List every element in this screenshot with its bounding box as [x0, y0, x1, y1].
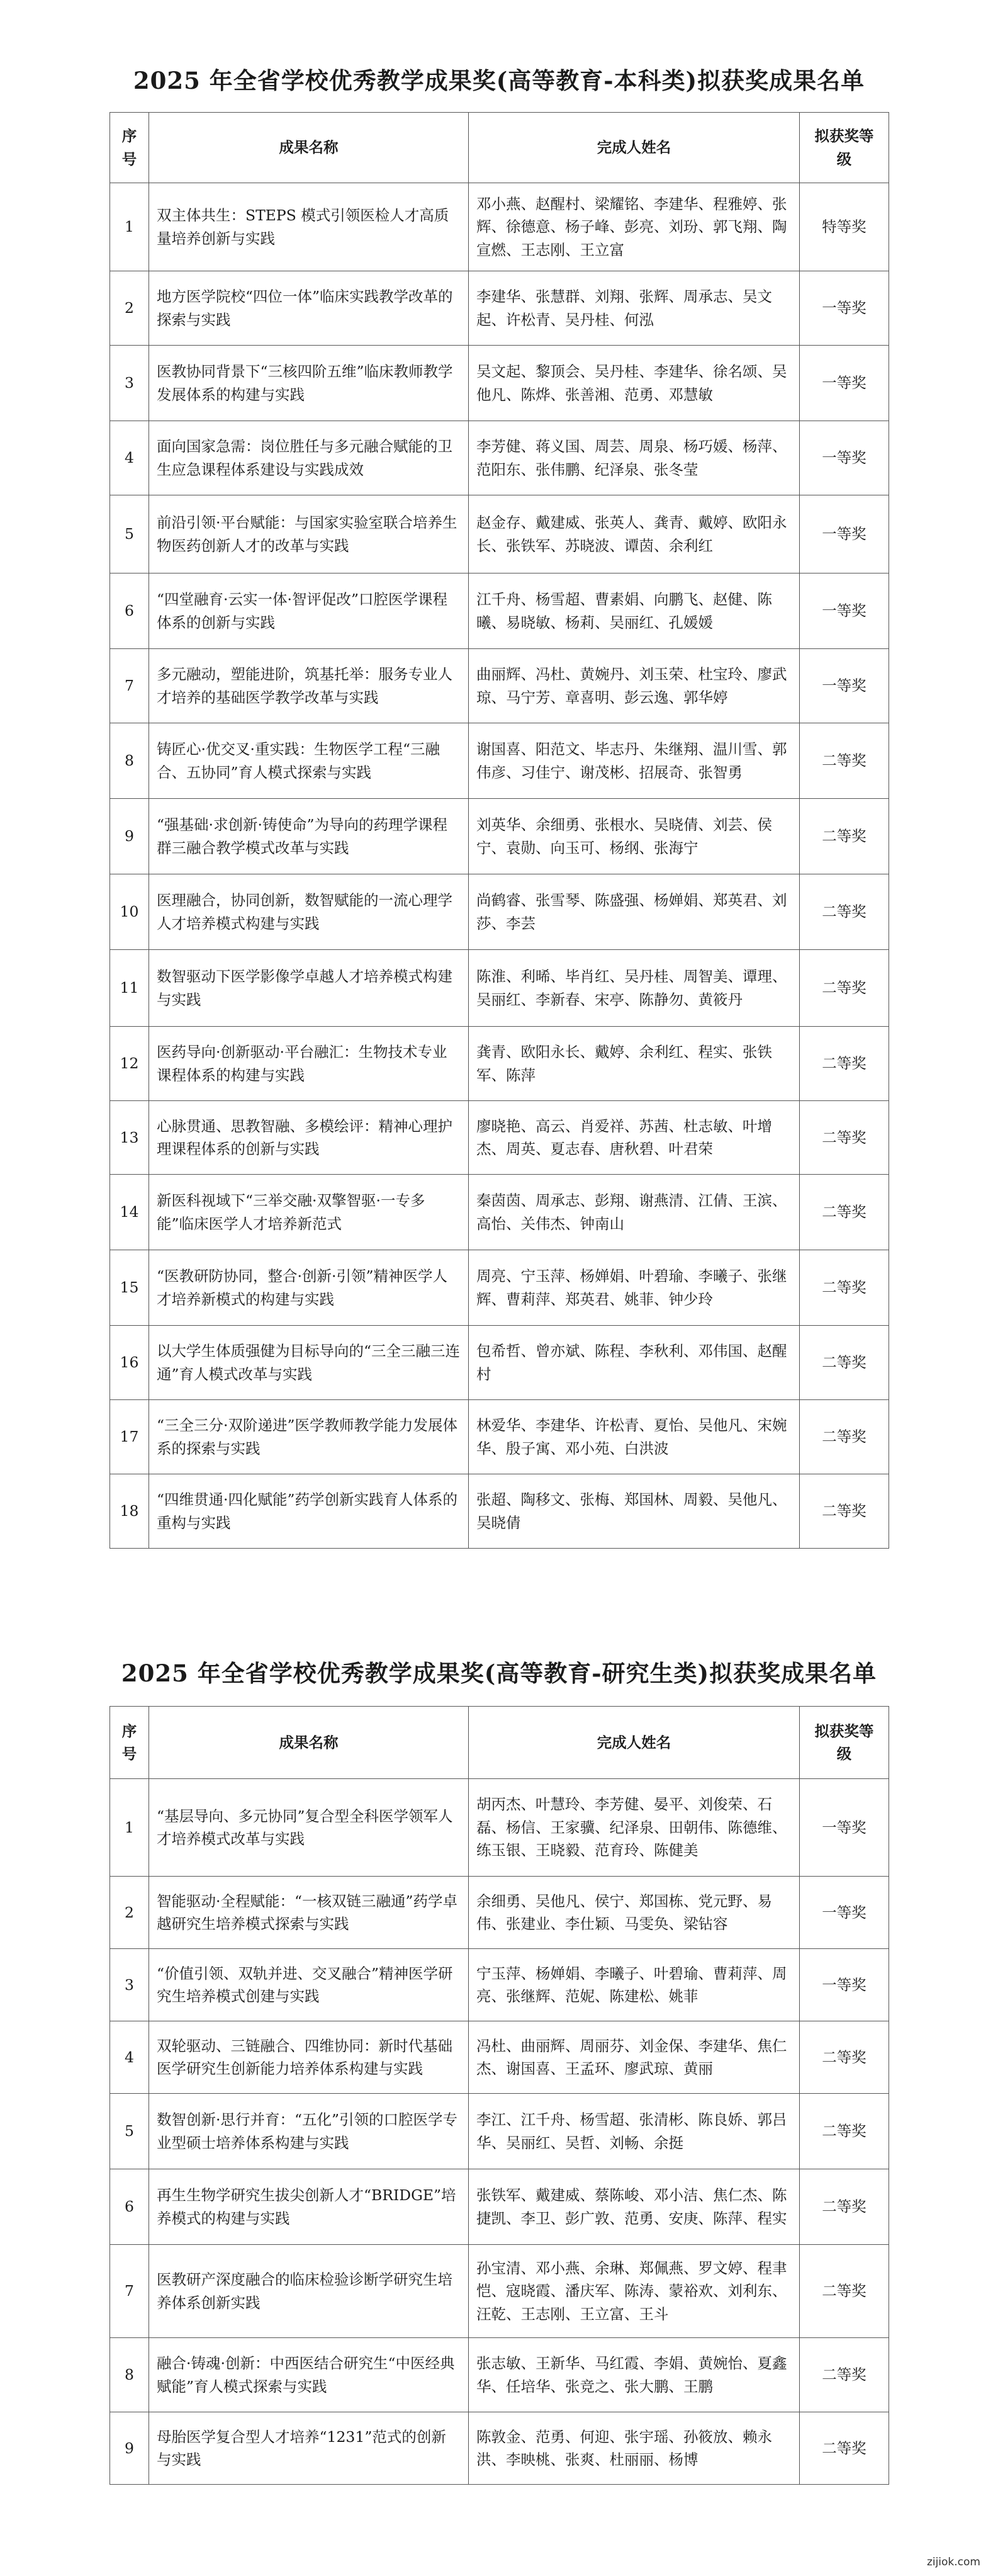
- row-number: 5: [110, 2094, 149, 2169]
- row-number: 16: [110, 1326, 149, 1400]
- achievement-name: 医理融合，协同创新，数智赋能的一流心理学人才培养模式构建与实践: [149, 874, 469, 950]
- award-level: 一等奖: [800, 1877, 889, 1949]
- row-number: 2: [110, 1877, 149, 1949]
- achievement-name: 双主体共生：STEPS 模式引领医检人才高质量培养创新与实践: [149, 183, 469, 271]
- completers: 谢国喜、阳范文、毕志丹、朱继翔、温川雪、郭伟彦、习佳宁、谢茂彬、招展奇、张智勇: [469, 723, 800, 799]
- achievement-name: 数智驱动下医学影像学卓越人才培养模式构建与实践: [149, 950, 469, 1027]
- row-number: 4: [110, 2021, 149, 2094]
- achievement-name: “四维贯通·四化赋能”药学创新实践育人体系的重构与实践: [149, 1474, 469, 1549]
- page-title-grad: 2025 年全省学校优秀教学成果奖(高等教育-研究生类)拟获奖成果名单: [121, 1659, 877, 1687]
- table-row: [110, 874, 889, 950]
- table-row: [110, 183, 889, 271]
- completers: 刘英华、余细勇、张根水、吴晓倩、刘芸、侯宁、袁勋、向玉可、杨纲、张海宁: [469, 799, 800, 874]
- row-number: 11: [110, 950, 149, 1027]
- award-level: 二等奖: [800, 723, 889, 799]
- header-no: 序号: [110, 1707, 149, 1779]
- award-level: 二等奖: [800, 799, 889, 874]
- header-people: 完成人姓名: [469, 113, 800, 183]
- row-number: 9: [110, 2412, 149, 2485]
- award-level: 二等奖: [800, 874, 889, 950]
- completers: 张铁军、戴建威、蔡陈峻、邓小洁、焦仁杰、陈捷凯、李卫、彭广敦、范勇、安庚、陈萍、程实: [469, 2169, 800, 2245]
- completers: 赵金存、戴建威、张英人、龚青、戴婷、欧阳永长、张铁军、苏晓波、谭茵、余利红: [469, 495, 800, 573]
- achievement-name: 以大学生体质强健为目标导向的“三全三融三连通”育人模式改革与实践: [149, 1326, 469, 1400]
- table-row: [110, 649, 889, 723]
- table-row: [110, 2021, 889, 2094]
- watermark: zijiok.com: [926, 2556, 980, 2568]
- award-level: 二等奖: [800, 2169, 889, 2245]
- completers: 余细勇、吴他凡、侯宁、郑国栋、党元野、易伟、张建业、李仕颖、马雯奂、梁钻容: [469, 1877, 800, 1949]
- table-row: [110, 271, 889, 346]
- table-row: [110, 1877, 889, 1949]
- table-row: [110, 799, 889, 874]
- row-number: 18: [110, 1474, 149, 1549]
- row-number: 13: [110, 1101, 149, 1175]
- achievement-name: 医教协同背景下“三核四阶五维”临床教师教学发展体系的构建与实践: [149, 346, 469, 421]
- award-level: 二等奖: [800, 1101, 889, 1175]
- completers: 江千舟、杨雪超、曹素娟、向鹏飞、赵健、陈曦、易晓敏、杨莉、吴丽红、孔媛媛: [469, 573, 800, 649]
- achievement-name: “四堂融育·云实一体·智评促改”口腔医学课程体系的创新与实践: [149, 573, 469, 649]
- completers: 陈敦金、范勇、何迎、张宇瑶、孙筱放、赖永洪、李映桃、张爽、杜丽丽、杨博: [469, 2412, 800, 2485]
- header-level: 拟获奖等级: [800, 1707, 889, 1779]
- grad-awards-table: [109, 1706, 889, 2485]
- award-level: 二等奖: [800, 1250, 889, 1326]
- achievement-name: “价值引领、双轨并进、交叉融合”精神医学研究生培养模式创建与实践: [149, 1949, 469, 2021]
- row-number: 14: [110, 1175, 149, 1250]
- row-number: 8: [110, 723, 149, 799]
- header-name: 成果名称: [149, 1707, 469, 1779]
- award-level: 二等奖: [800, 2094, 889, 2169]
- header-level: 拟获奖等级: [800, 113, 889, 183]
- undergrad-awards-table: [109, 112, 889, 1549]
- achievement-name: “基层导向、多元协同”复合型全科医学领军人才培养模式改革与实践: [149, 1779, 469, 1877]
- completers: 邓小燕、赵醒村、梁耀铭、李建华、程雅婷、张辉、徐德意、杨子峰、彭亮、刘玢、郭飞翔、陶宣燃、王志刚、王立富: [469, 183, 800, 271]
- award-level: 二等奖: [800, 1400, 889, 1474]
- completers: 尚鹤睿、张雪琴、陈盛强、杨婵娟、郑英君、刘莎、李芸: [469, 874, 800, 950]
- award-level: 一等奖: [800, 421, 889, 495]
- completers: 龚青、欧阳永长、戴婷、余利红、程实、张铁军、陈萍: [469, 1027, 800, 1101]
- table-row: [110, 1175, 889, 1250]
- table-row: [110, 1250, 889, 1326]
- achievement-name: 新医科视域下“三举交融·双擎智驱·一专多能”临床医学人才培养新范式: [149, 1175, 469, 1250]
- table-row: [110, 1949, 889, 2021]
- row-number: 4: [110, 421, 149, 495]
- award-level: 二等奖: [800, 1474, 889, 1549]
- table-header-row: [110, 113, 889, 183]
- award-level: 二等奖: [800, 2412, 889, 2485]
- completers: 周亮、宁玉萍、杨婵娟、叶碧瑜、李曦子、张继辉、曹莉萍、郑英君、姚菲、钟少玲: [469, 1250, 800, 1326]
- table-row: [110, 2338, 889, 2412]
- achievement-name: 数智创新·思行并育：“五化”引领的口腔医学专业型硕士培养体系构建与实践: [149, 2094, 469, 2169]
- table-row: [110, 723, 889, 799]
- row-number: 1: [110, 1779, 149, 1877]
- table-row: [110, 1400, 889, 1474]
- completers: 张志敏、王新华、马红霞、李娟、黄婉怡、夏鑫华、任培华、张竞之、张大鹏、王鹏: [469, 2338, 800, 2412]
- achievement-name: 母胎医学复合型人才培养“1231”范式的创新与实践: [149, 2412, 469, 2485]
- achievement-name: 智能驱动·全程赋能：“一核双链三融通”药学卓越研究生培养模式探索与实践: [149, 1877, 469, 1949]
- achievement-name: 面向国家急需：岗位胜任与多元融合赋能的卫生应急课程体系建设与实践成效: [149, 421, 469, 495]
- completers: 林爱华、李建华、许松青、夏怡、吴他凡、宋婉华、殷子寓、邓小苑、白洪波: [469, 1400, 800, 1474]
- table-row: [110, 2169, 889, 2245]
- achievement-name: 多元融动，塑能进阶，筑基托举：服务专业人才培养的基础医学教学改革与实践: [149, 649, 469, 723]
- completers: 张超、陶移文、张梅、郑国林、周毅、吴他凡、吴晓倩: [469, 1474, 800, 1549]
- row-number: 7: [110, 2245, 149, 2338]
- row-number: 12: [110, 1027, 149, 1101]
- completers: 廖晓艳、高云、肖爱祥、苏茜、杜志敏、叶增杰、周英、夏志春、唐秋碧、叶君荣: [469, 1101, 800, 1175]
- row-number: 3: [110, 1949, 149, 2021]
- table-row: [110, 2094, 889, 2169]
- row-number: 1: [110, 183, 149, 271]
- achievement-name: “三全三分·双阶递进”医学教师教学能力发展体系的探索与实践: [149, 1400, 469, 1474]
- award-level: 一等奖: [800, 1779, 889, 1877]
- award-level: 特等奖: [800, 183, 889, 271]
- table-row: [110, 421, 889, 495]
- row-number: 17: [110, 1400, 149, 1474]
- row-number: 6: [110, 2169, 149, 2245]
- award-level: 二等奖: [800, 1175, 889, 1250]
- table-row: [110, 2245, 889, 2338]
- achievement-name: 双轮驱动、三链融合、四维协同：新时代基础医学研究生创新能力培养体系构建与实践: [149, 2021, 469, 2094]
- table-row: [110, 1027, 889, 1101]
- award-level: 一等奖: [800, 495, 889, 573]
- award-level: 一等奖: [800, 573, 889, 649]
- achievement-name: 前沿引领·平台赋能：与国家实验室联合培养生物医药创新人才的改革与实践: [149, 495, 469, 573]
- row-number: 6: [110, 573, 149, 649]
- table-row: [110, 1101, 889, 1175]
- completers: 宁玉萍、杨婵娟、李曦子、叶碧瑜、曹莉萍、周亮、张继辉、范妮、陈建松、姚菲: [469, 1949, 800, 2021]
- achievement-name: 融合·铸魂·创新：中西医结合研究生“中医经典赋能”育人模式探索与实践: [149, 2338, 469, 2412]
- completers: 曲丽辉、冯杜、黄婉丹、刘玉荣、杜宝玲、廖武琼、马宁芳、章喜明、彭云逸、郭华婷: [469, 649, 800, 723]
- award-level: 二等奖: [800, 2338, 889, 2412]
- completers: 冯杜、曲丽辉、周丽芬、刘金保、李建华、焦仁杰、谢国喜、王孟环、廖武琼、黄丽: [469, 2021, 800, 2094]
- header-people: 完成人姓名: [469, 1707, 800, 1779]
- table-row: [110, 573, 889, 649]
- table-row: [110, 1474, 889, 1549]
- row-number: 3: [110, 346, 149, 421]
- completers: 胡丙杰、叶慧玲、李芳健、晏平、刘俊荣、石磊、杨信、王家骥、纪泽泉、田朝伟、陈德维、练玉银、王晓毅、范育玲、陈健美: [469, 1779, 800, 1877]
- table-row: [110, 950, 889, 1027]
- achievement-name: “强基础·求创新·铸使命”为导向的药理学课程群三融合教学模式改革与实践: [149, 799, 469, 874]
- row-number: 7: [110, 649, 149, 723]
- completers: 李建华、张慧群、刘翔、张辉、周承志、吴文起、许松青、吴丹桂、何泓: [469, 271, 800, 346]
- completers: 陈淮、利晞、毕肖红、吴丹桂、周智美、谭理、吴丽红、李新春、宋亭、陈静勿、黄筱丹: [469, 950, 800, 1027]
- table-row: [110, 346, 889, 421]
- page-title-undergrad: 2025 年全省学校优秀教学成果奖(高等教育-本科类)拟获奖成果名单: [133, 67, 865, 94]
- table-row: [110, 495, 889, 573]
- completers: 李芳健、蒋义国、周芸、周泉、杨巧媛、杨萍、范阳东、张伟鹏、纪泽泉、张冬莹: [469, 421, 800, 495]
- table-row: [110, 1779, 889, 1877]
- award-level: 二等奖: [800, 1326, 889, 1400]
- completers: 秦茵茵、周承志、彭翔、谢燕清、江倩、王滨、高怡、关伟杰、钟南山: [469, 1175, 800, 1250]
- row-number: 15: [110, 1250, 149, 1326]
- completers: 包希哲、曾亦斌、陈程、李秋利、邓伟国、赵醒村: [469, 1326, 800, 1400]
- award-level: 二等奖: [800, 950, 889, 1027]
- table-row: [110, 2412, 889, 2485]
- row-number: 8: [110, 2338, 149, 2412]
- achievement-name: 铸匠心·优交叉·重实践：生物医学工程“三融合、五协同”育人模式探索与实践: [149, 723, 469, 799]
- award-level: 一等奖: [800, 271, 889, 346]
- achievement-name: “医教研防协同，整合·创新·引领”精神医学人才培养新模式的构建与实践: [149, 1250, 469, 1326]
- award-level: 二等奖: [800, 2245, 889, 2338]
- header-no: 序号: [110, 113, 149, 183]
- row-number: 10: [110, 874, 149, 950]
- table-header-row: [110, 1707, 889, 1779]
- row-number: 2: [110, 271, 149, 346]
- award-level: 二等奖: [800, 1027, 889, 1101]
- award-level: 二等奖: [800, 2021, 889, 2094]
- achievement-name: 地方医学院校“四位一体”临床实践教学改革的探索与实践: [149, 271, 469, 346]
- award-level: 一等奖: [800, 649, 889, 723]
- achievement-name: 医药导向·创新驱动·平台融汇：生物技术专业课程体系的构建与实践: [149, 1027, 469, 1101]
- award-level: 一等奖: [800, 346, 889, 421]
- achievement-name: 心脉贯通、思教智融、多模绘评：精神心理护理课程体系的创新与实践: [149, 1101, 469, 1175]
- award-level: 一等奖: [800, 1949, 889, 2021]
- header-name: 成果名称: [149, 113, 469, 183]
- table-row: [110, 1326, 889, 1400]
- row-number: 9: [110, 799, 149, 874]
- completers: 孙宝清、邓小燕、余琳、郑佩燕、罗文婷、程聿恺、寇晓霞、潘庆军、陈涛、蒙裕欢、刘利东、汪乾、王志刚、王立富、王斗: [469, 2245, 800, 2338]
- achievement-name: 再生生物学研究生拔尖创新人才“BRIDGE”培养模式的构建与实践: [149, 2169, 469, 2245]
- completers: 李江、江千舟、杨雪超、张清彬、陈良娇、郭吕华、吴丽红、吴哲、刘畅、余挺: [469, 2094, 800, 2169]
- achievement-name: 医教研产深度融合的临床检验诊断学研究生培养体系创新实践: [149, 2245, 469, 2338]
- row-number: 5: [110, 495, 149, 573]
- completers: 吴文起、黎顶会、吴丹桂、李建华、徐名颂、吴他凡、陈烨、张善湘、范勇、邓慧敏: [469, 346, 800, 421]
